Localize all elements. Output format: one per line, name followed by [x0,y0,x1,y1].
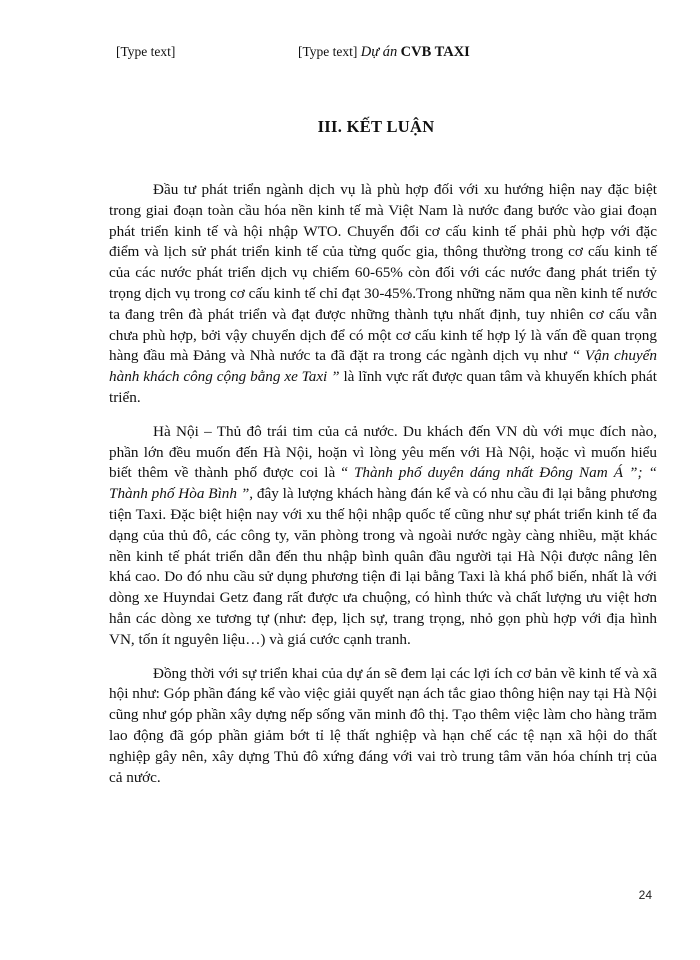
italic-text-segment: Thành phố duyên dáng nhất Đông Nam Á ”; “ Thành phố Hòa Bình ” [109,464,657,503]
page-number: 24 [638,888,652,902]
header-center-placeholder: [Type text] [298,44,358,59]
header-center [298,44,470,61]
text-segment: Hà Nội – Thủ đô trái tim của cả nước. Du khách đến VN dù với mục đích nào, phần lớn đều muốn đến Hà Nội, hoặn vì lòng yêu mến với Hà Nội, hoặc vì muốn hiểu biết thêm về thành phố được coi là “ [109,422,657,482]
paragraph [109,180,657,409]
paragraph [109,422,657,651]
text-segment: Đồng thời với sự triển khai của dự án sẽ đem lại các lợi ích cơ bản về kinh tế và xã hội như: Góp phần đáng kể vào việc giải quyết nạn ách tắc giao thông hiện nay tại Hà Nội cũng như góp phần xây dựng nếp sống văn minh đô thị. Tạo thêm việc làm cho hàng trăm lao động đã góp phần giảm bớt tỉ lệ thất nghiệp và hạn chế các tệ nạn xã hội do thất nghiệp gây nên, xây dựng Thủ đô xứng đáng với vai trò trung tâm văn hóa chính trị của cả nước. [109,664,657,786]
header-project-word: Dự án [360,44,398,60]
text-segment: , đây là lượng khách hàng đán kể và có nhu cầu đi lại bằng phương tiện Taxi. Đặc biệt hiện nay với xu thế hội nhập quốc tế cũng như sự phát triển kinh tế đa dạng của thủ đô, các công ty, văn phòng trong và ngoài nước ngày càng nhiều, mặt khác nền kinh tế phát triển dẫn đến thu nhập bình quân đầu người tại Hà Nội được nâng lên khá cao. Do đó nhu cầu sử dụng phương tiện đi lại bằng Taxi là khá phổ biến, nhất là với dòng xe Huyndai Getz đang rất được ưa chuộng, có hình thức và chất lượng ưu việt hơn hẳn các dòng xe tương tự (như: đẹp, lịch sự, trang trọng, nhỏ gọn phù hợp với địa hình VN, tốn ít nguyên liệu…) và giá cước cạnh tranh. [109,485,657,648]
page-header [116,44,636,64]
italic-text-segment: “ Vận chuyển hành khách công cộng bằng xe Taxi ” [109,347,658,386]
text-segment: Đầu tư phát triển ngành dịch vụ là phù hợp đối với xu hướng hiện nay đặc biệt trong giai đoạn toàn cầu hóa nền kinh tế mà Việt Nam là nước đang bước vào giai đoạn phát triển kinh tế và hội nhập WTO. Chuyển đổi cơ cấu kinh tế phải phù hợp với đặc điểm và lịch sử phát triển kinh tế của từng quốc gia, thông thường trong cơ cấu kinh tế của các nước phát triển dịch vụ chiếm 60-65% còn đối với các nước đang phát triển tỷ trọng dịch vụ trong cơ cấu kinh tế chỉ đạt 30-45%.Trong những năm qua nền kinh tế nước ta đang trên đà phát triển và đạt được những thành tựu nhất định, tuy nhiên cơ cấu vẫn chưa phù hợp, bởi vậy chuyển dịch để có một cơ cấu kinh tế hợp lý là vấn đề quan trọng hàng đầu mà Đảng và Nhà nước ta đã đặt ra trong các ngành dịch vụ như [109,181,657,365]
paragraph [109,664,657,789]
header-left-placeholder: [Type text] [116,44,176,59]
text-segment: là lĩnh vực rất được quan tâm và khuyến khích phát triển. [109,368,658,406]
section-title: III. KẾT LUẬN [317,117,435,136]
header-project-name: CVB TAXI [400,44,470,60]
body-text [109,180,657,801]
